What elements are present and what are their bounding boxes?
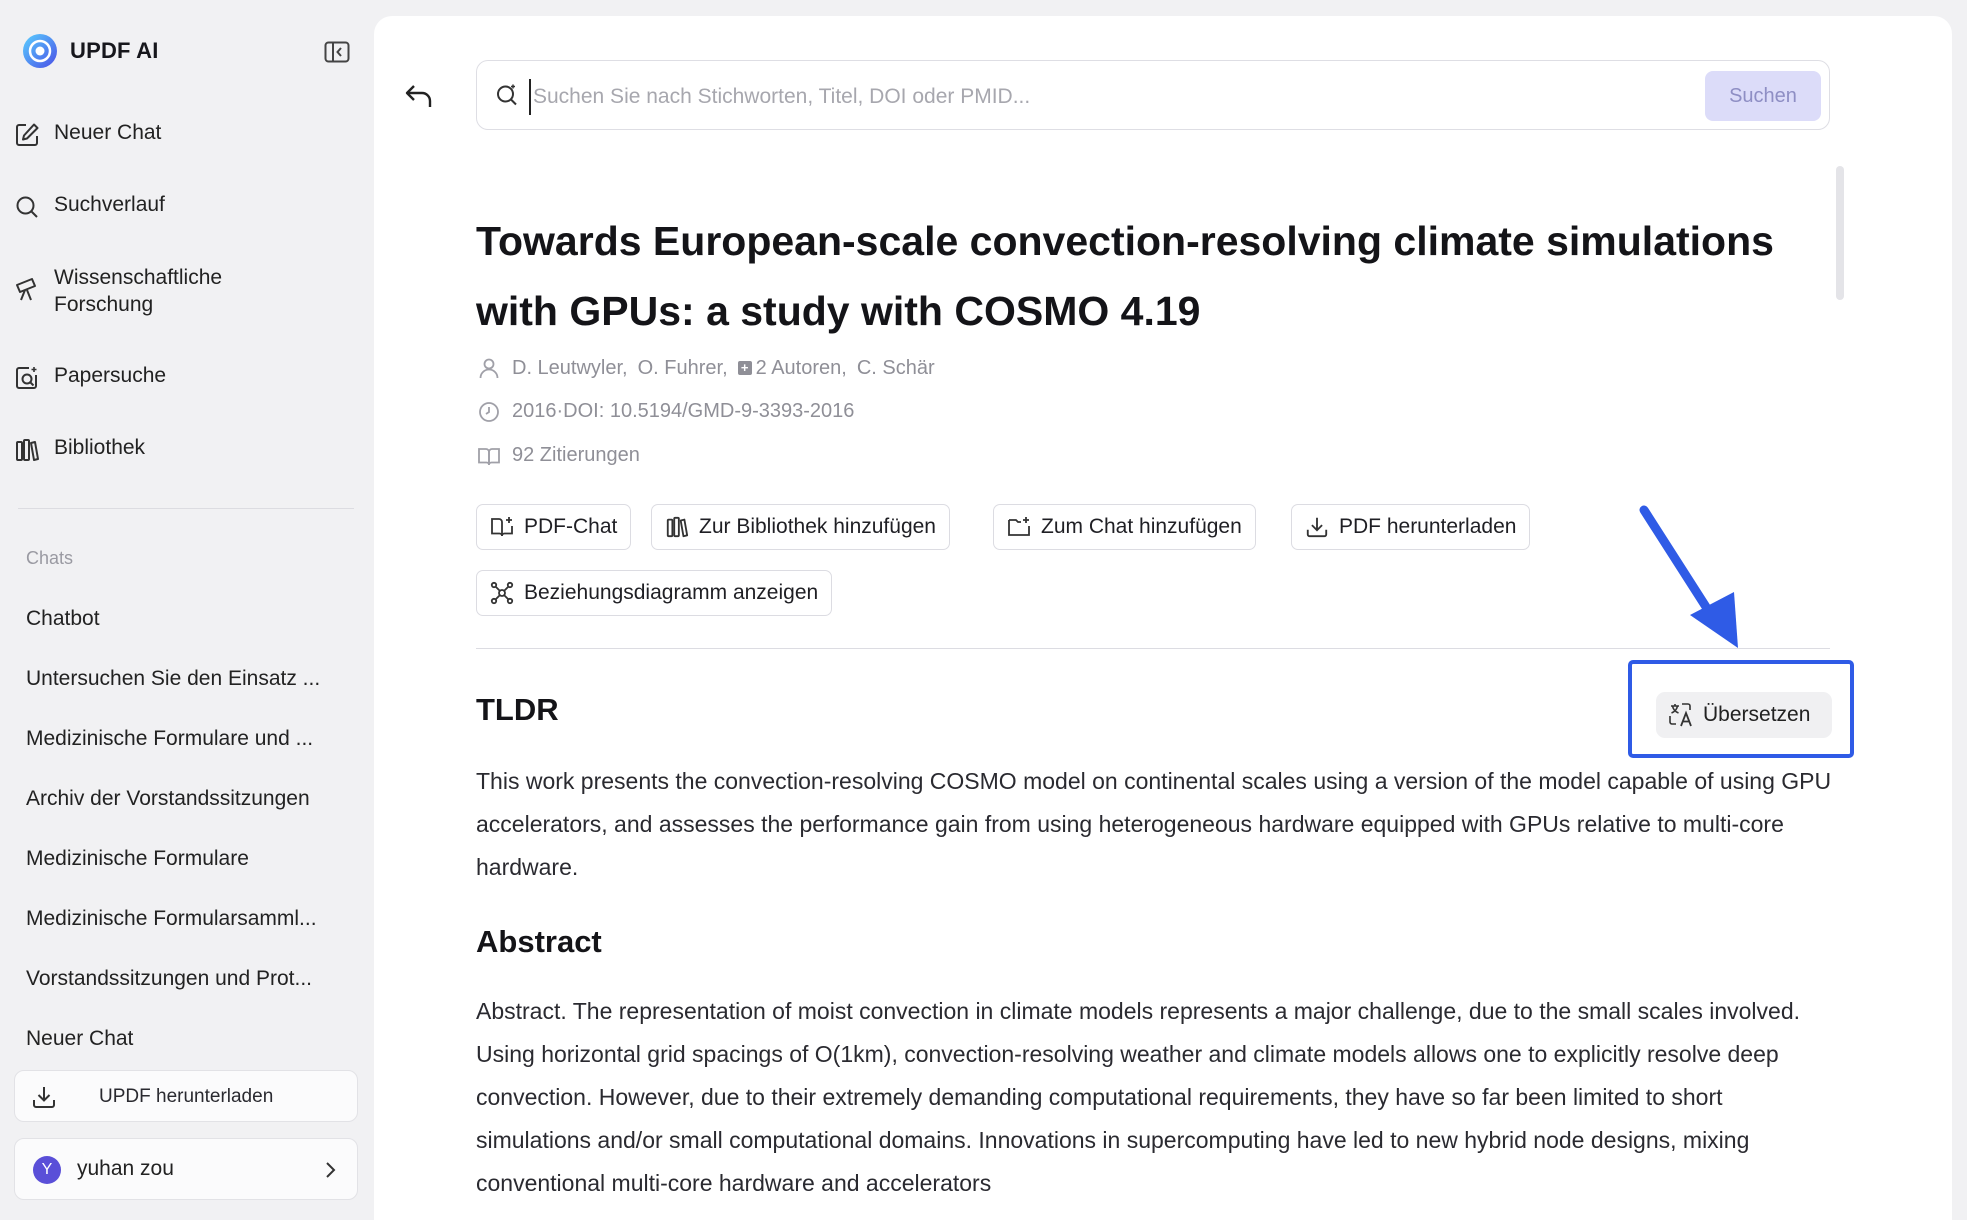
sidebar-toggle-icon bbox=[324, 41, 350, 63]
library-icon bbox=[665, 515, 689, 539]
chats-heading: Chats bbox=[26, 548, 74, 568]
nav-label: Papersuche bbox=[54, 364, 167, 387]
download-updf-button[interactable] bbox=[14, 1070, 358, 1122]
more-authors-toggle[interactable] bbox=[738, 357, 847, 380]
edit-icon bbox=[14, 122, 40, 148]
section-divider bbox=[476, 648, 1830, 649]
author-link[interactable]: C. Schär bbox=[856, 356, 935, 379]
telescope-icon bbox=[14, 276, 40, 302]
chat-item[interactable]: Vorstandssitzungen und Prot... bbox=[26, 967, 313, 990]
pdf-chat-button[interactable] bbox=[476, 504, 631, 550]
chat-item[interactable]: Archiv der Vorstandssitzungen bbox=[26, 787, 310, 810]
collapse-sidebar-button[interactable] bbox=[322, 38, 352, 66]
author-link[interactable]: D. Leutwyler, bbox=[512, 356, 628, 379]
authors-row bbox=[476, 356, 935, 380]
paper-search-icon bbox=[14, 365, 40, 391]
library-icon bbox=[14, 437, 40, 463]
tldr-heading: TLDR bbox=[476, 692, 559, 727]
abstract-heading: Abstract bbox=[476, 924, 602, 959]
network-icon bbox=[490, 581, 514, 605]
back-button[interactable] bbox=[404, 82, 440, 112]
brand[interactable] bbox=[22, 33, 159, 69]
sidebar bbox=[0, 0, 373, 1220]
chat-item[interactable]: Medizinische Formularsamml... bbox=[26, 907, 317, 930]
book-chat-icon bbox=[490, 515, 514, 539]
nav-paper-search[interactable] bbox=[14, 364, 334, 391]
clock-icon bbox=[478, 401, 500, 423]
sidebar-divider bbox=[18, 508, 354, 509]
citations-row bbox=[476, 444, 640, 467]
chat-item[interactable]: Untersuchen Sie den Einsatz ... bbox=[26, 667, 321, 690]
chat-item[interactable]: Medizinische Formulare bbox=[26, 847, 249, 870]
avatar: Y bbox=[33, 1156, 61, 1184]
nav-library[interactable] bbox=[14, 436, 334, 463]
nav-label: Neuer Chat bbox=[54, 121, 162, 144]
back-arrow-icon bbox=[404, 82, 434, 110]
download-icon bbox=[1305, 515, 1329, 539]
add-to-library-label: Zur Bibliothek hinzufügen bbox=[699, 515, 936, 538]
folder-add-icon bbox=[1007, 515, 1031, 539]
pdf-chat-label: PDF-Chat bbox=[524, 515, 618, 538]
chevron-right-icon bbox=[323, 1160, 337, 1180]
chat-item[interactable]: Medizinische Formulare und ... bbox=[26, 727, 314, 750]
citation-count: 92 Zitierungen bbox=[512, 444, 640, 466]
annotation-highlight-box bbox=[1628, 660, 1854, 758]
download-pdf-label: PDF herunterladen bbox=[1339, 515, 1517, 538]
tldr-text: This work presents the convection-resolving COSMO model on continental scales using a version of the model capable of using GPU accelerators, and assesses the performance gain from using heterogeneous hardware equipped with GPUs relative to multi-core hardware. bbox=[476, 768, 1832, 880]
search-input[interactable] bbox=[529, 79, 1555, 115]
user-name: yuhan zou bbox=[77, 1157, 174, 1180]
search-button[interactable]: Suchen bbox=[1705, 71, 1821, 121]
nav-label bbox=[54, 264, 222, 318]
author-link[interactable]: O. Fuhrer, bbox=[637, 356, 728, 379]
brand-name: UPDF AI bbox=[70, 38, 159, 63]
year-doi: 2016·DOI: 10.5194/GMD-9-3393-2016 bbox=[512, 400, 855, 422]
updf-logo-icon bbox=[22, 33, 58, 69]
nav-label-line2: Forschung bbox=[54, 293, 154, 316]
nav-label: Bibliothek bbox=[54, 436, 146, 459]
add-to-library-button[interactable] bbox=[651, 504, 950, 550]
date-doi-row bbox=[476, 400, 854, 423]
paper-title: Towards European-scale convection-resolving climate simulations with GPUs: a study with COSMO 4.19 bbox=[476, 218, 1774, 334]
search-icon bbox=[495, 83, 519, 107]
abstract-text: Abstract. The representation of moist convection in climate models represents a major challenge, due to the small scales involved. Using horizontal grid spacings of O(1km), convection-resolving weather and climate models allows one to explicitly resolve deep convection. However, due to their extremely demanding computational requirements, they have so far been limited to short simulations and/or small computational domains. Innovations in supercomputing have led to new hybrid node designs, mixing conventional multi-core hardware and accelerators bbox=[476, 998, 1801, 1196]
add-to-chat-button[interactable] bbox=[993, 504, 1256, 550]
nav-label: Suchverlauf bbox=[54, 193, 165, 216]
download-updf-label: UPDF herunterladen bbox=[99, 1086, 274, 1107]
annotation-arrow-icon bbox=[1630, 500, 1750, 660]
download-pdf-button[interactable] bbox=[1291, 504, 1530, 550]
relation-diagram-button[interactable] bbox=[476, 570, 832, 616]
scrollbar[interactable] bbox=[1836, 166, 1844, 300]
user-account-button[interactable] bbox=[14, 1138, 358, 1200]
nav-label-line1: Wissenschaftliche bbox=[54, 266, 223, 289]
search-bar bbox=[476, 60, 1830, 130]
expand-icon: + bbox=[738, 361, 752, 375]
nav-scientific-research[interactable] bbox=[14, 264, 334, 318]
nav-new-chat[interactable] bbox=[14, 121, 334, 148]
chat-item[interactable]: Neuer Chat bbox=[26, 1027, 134, 1050]
nav-search-history[interactable] bbox=[14, 193, 334, 220]
relation-diagram-label: Beziehungsdiagramm anzeigen bbox=[524, 581, 819, 604]
book-icon bbox=[477, 445, 501, 467]
chat-item[interactable]: Chatbot bbox=[26, 607, 100, 630]
search-icon bbox=[14, 194, 40, 220]
download-icon bbox=[31, 1084, 57, 1110]
person-icon bbox=[477, 356, 501, 380]
translate-label: Übersetzen bbox=[1703, 703, 1811, 726]
more-authors-label: 2 Autoren, bbox=[755, 356, 847, 379]
add-to-chat-label: Zum Chat hinzufügen bbox=[1041, 515, 1242, 538]
